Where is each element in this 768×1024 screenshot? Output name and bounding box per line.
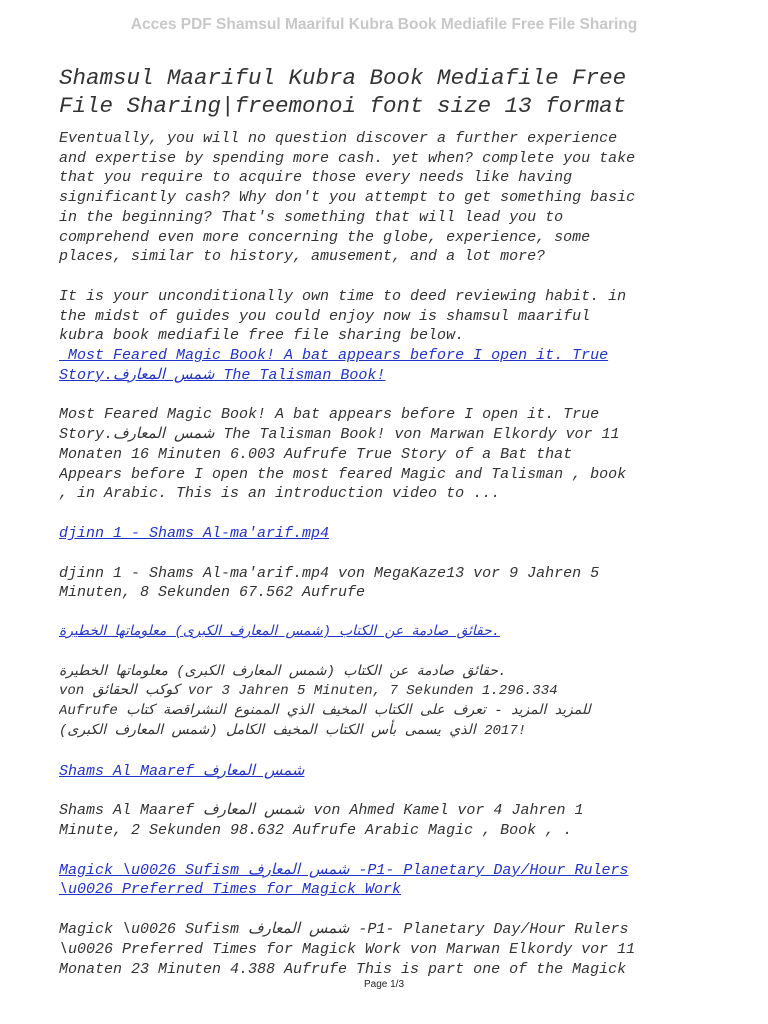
link-line: \u0026 Preferred Times for Magick Work	[59, 881, 402, 899]
paragraph-line: the midst of guides you could enjoy now is shamsul maariful	[59, 307, 591, 325]
paragraph-line: and expertise by spending more cash. yet when? complete you take	[59, 149, 636, 167]
description-line: (شمس المعارف الكبرى) 2017 الذي يسمى بأس الكتاب المخيف الكامل!	[59, 722, 527, 739]
title-line: Shamsul Maariful Kubra Book Mediafile Free	[59, 65, 627, 91]
video-link-shams-al-maaref[interactable]	[59, 762, 709, 782]
paragraph-line: that you require to acquire those every needs like having	[59, 169, 573, 187]
video-description	[59, 405, 709, 504]
description-line: von كوكب الحقائق vor 3 Jahren 5 Minuten, 7 Sekunden 1.296.334	[59, 683, 558, 700]
video-description	[59, 801, 709, 840]
intro-paragraph-2	[59, 287, 709, 346]
paragraph-line: places, similar to history, amusement, and a lot more?	[59, 248, 546, 266]
description-line: Monaten 16 Minuten 6.003 Aufrufe True Story of a Bat that	[59, 445, 573, 463]
link-line: Magick \u0026 Sufism شمس المعارف -P1- Planetary Day/Hour Rulers	[59, 861, 629, 879]
paragraph-line: kubra book mediafile free file sharing below.	[59, 327, 465, 345]
paragraph-line: comprehend even more concerning the globe, experience, some	[59, 228, 591, 246]
link-line: Shams Al Maaref شمس المعارف	[59, 762, 305, 780]
paragraph-line: It is your unconditionally own time to deed reviewing habit. in	[59, 287, 627, 305]
page-number: Page 1/3	[363, 979, 405, 990]
link-line: djinn 1 - Shams Al-ma'arif.mp4	[59, 524, 330, 542]
description-line: Most Feared Magic Book! A bat appears before I open it. True	[59, 406, 600, 424]
description-line: Monaten 23 Minuten 4.388 Aufrufe This is part one of the Magick	[59, 960, 627, 978]
video-description	[59, 663, 709, 742]
document-body	[59, 64, 709, 979]
description-line: Minuten, 8 Sekunden 67.562 Aufrufe	[59, 584, 366, 602]
link-line: Story.شمس المعارف The Talisman Book!	[59, 366, 386, 384]
description-line: djinn 1 - Shams Al-ma'arif.mp4 von MegaKaze13 vor 9 Jahren 5	[59, 564, 600, 582]
link-line: حقائق صادمة عن الكتاب (شمس المعارف الكبرى) معلوماتها الخطيرة.	[59, 625, 500, 641]
paragraph-line: in the beginning? That's something that will lead you to	[59, 208, 564, 226]
video-link-bat-talisman[interactable]	[59, 346, 709, 385]
description-line: Story.شمس المعارف The Talisman Book! von Marwan Elkordy vor 11	[59, 426, 620, 444]
description-line: Aufrufe للمزيد المزيد - تعرف على الكتاب المخيف الذي الممنوع النشراقصة كتاب	[59, 703, 591, 720]
intro-paragraph-1	[59, 129, 709, 267]
description-line: Magick \u0026 Sufism شمس المعارف -P1- Planetary Day/Hour Rulers	[59, 921, 629, 939]
link-line: Most Feared Magic Book! A bat appears before I open it. True	[59, 347, 609, 365]
pdf-page-header: Acces PDF Shamsul Maariful Kubra Book Mediafile Free File Sharing	[130, 16, 638, 33]
video-link-magick-sufism[interactable]	[59, 861, 709, 900]
paragraph-line: Eventually, you will no question discover a further experience	[59, 130, 618, 147]
description-line: , in Arabic. This is an introduction video to ...	[59, 485, 501, 503]
title-line: File Sharing|freemonoi font size 13 format	[59, 93, 627, 119]
video-description	[59, 564, 709, 603]
video-description	[59, 920, 709, 979]
description-line: حقائق صادمة عن الكتاب (شمس المعارف الكبرى) معلوماتها الخطيرة.	[59, 663, 507, 680]
document-title	[59, 64, 709, 120]
paragraph-line: significantly cash? Why don't you attempt to get something basic	[59, 189, 636, 207]
description-line: Shams Al Maaref شمس المعارف von Ahmed Kamel vor 4 Jahren 1	[59, 802, 584, 820]
description-line: Minute, 2 Sekunden 98.632 Aufrufe Arabic Magic , Book , .	[59, 821, 573, 839]
video-link-djinn[interactable]	[59, 524, 709, 544]
description-line: \u0026 Preferred Times for Magick Work von Marwan Elkordy vor 11	[59, 940, 636, 958]
description-line: Appears before I open the most feared Magic and Talisman , book	[59, 465, 627, 483]
video-link-arabic-facts[interactable]	[59, 623, 709, 643]
